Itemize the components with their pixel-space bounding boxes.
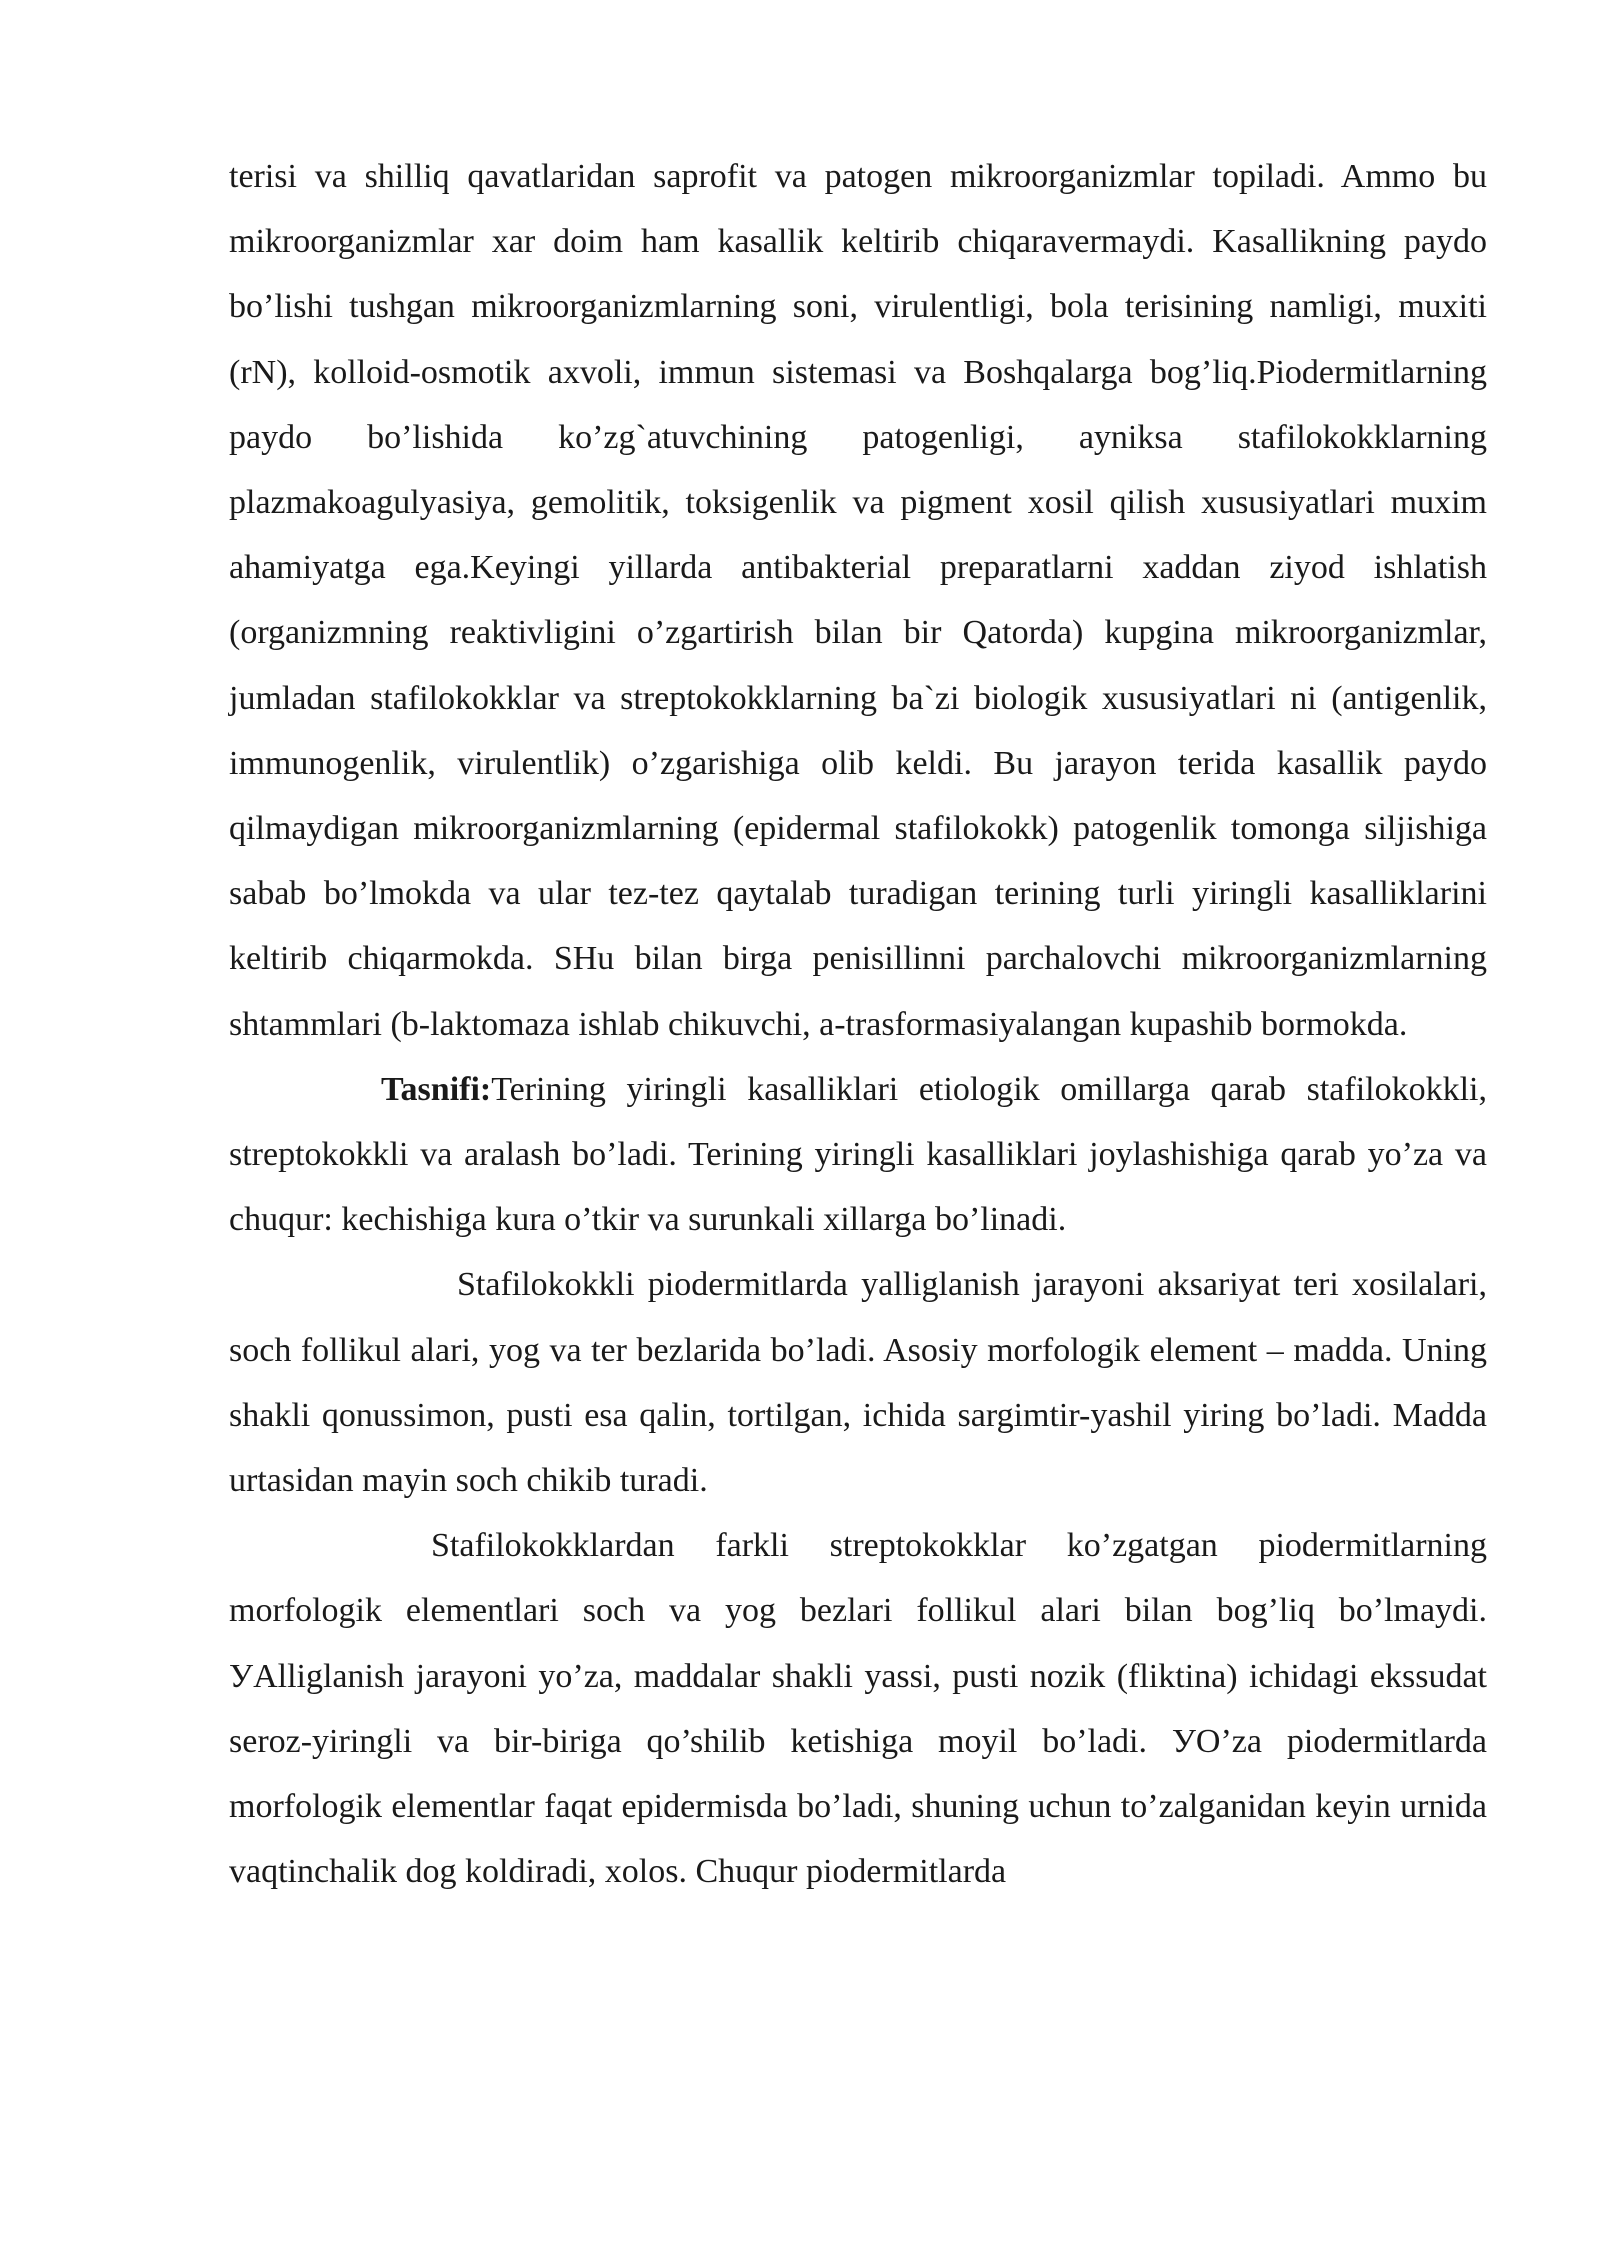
paragraph-classification [229,1057,1487,1253]
classification-heading: Tasnifi: [381,1070,492,1108]
paragraph-streptococcal: Stafilokokklardan farkli streptokokklar ko’zgatgan piodermitlarning morfologik elementlari soch va yog bezlari follikul alari bilan bog’liq bo’lmaydi. УAlliglanish jarayoni yo’za, maddalar shakli yassi, pusti nozik (fliktina) ichidagi ekssudat seroz-yiringli va bir-biriga qo’shilib ketishiga moyil bo’ladi. УO’za piodermitlarda morfologik elementlar faqat epidermisda bo’ladi, shuning uchun to’zalganidan keyin urnida vaqtinchalik dog koldiradi, xolos. Chuqur piodermitlarda [229,1527,1487,1891]
paragraph-etiology: terisi va shilliq qavatlaridan saprofit va patogen mikroorganizmlar topiladi. Ammo bu mikroorganizmlar xar doim ham kasallik keltirib chiqaravermaydi. Kasallikning paydo bo’lishi tushgan mikroorganizmlarning soni, virulentligi, bola terisining namligi, muxiti (rN), kolloid-osmotik axvoli, immun sistemasi va Boshqalarga bog’liq.Piodermitlarning paydo bo’lishida ko’zg`atuvchining patogenligi, ayniksa stafilokokklarning plazmakoagulyasiya, gemolitik, toksigenlik va pigment xosil qilish xususiyatlari muxim ahamiyatga ega.Keyingi yillarda antibakterial preparatlarni xaddan ziyod ishlatish (organizmning reaktivligini o’zgartirish bilan bir Qatorda) kupgina mikroorganizmlar, jumladan stafilokokklar va streptokokklarning ba`zi biologik xususiyatlari ni (antigenlik, immunogenlik, virulentlik) o’zgarishiga olib keldi. Bu jarayon terida kasallik paydo qilmaydigan mikroorganizmlarning (epidermal stafilokokk) patogenlik tomonga siljishiga sabab bo’lmokda va ular tez-tez qaytalab turadigan terining turli yiringli kasalliklarini keltirib chiqarmokda. SHu bilan birga penisillinni parchalovchi mikroorganizmlarning shtammlari (b-laktomaza ishlab chikuvchi, a-trasformasiyalangan kupashib bormokda. [229,158,1487,1043]
classification-text: Terining yiringli kasalliklari etiologik omillarga qarab stafilokokkli, streptokokkli va aralash bo’ladi. Terining yiringli kasalliklari joylashishiga qarab yo’za va chuqur: kechishiga kura o’tkir va surunkali xillarga bo’linadi. [229,1070,1487,1239]
paragraph-staphylococcal: Stafilokokkli piodermitlarda yalliglanish jarayoni aksariyat teri xosilalari, soch follikul alari, yog va ter bezlarida bo’ladi. Asosiy morfologik element – madda. Uning shakli qonussimon, pusti esa qalin, tortilgan, ichida sargimtir-yashil yiring bo’ladi. Madda urtasidan mayin soch chikib turadi. [229,1266,1487,1500]
document-page [229,144,1487,1904]
